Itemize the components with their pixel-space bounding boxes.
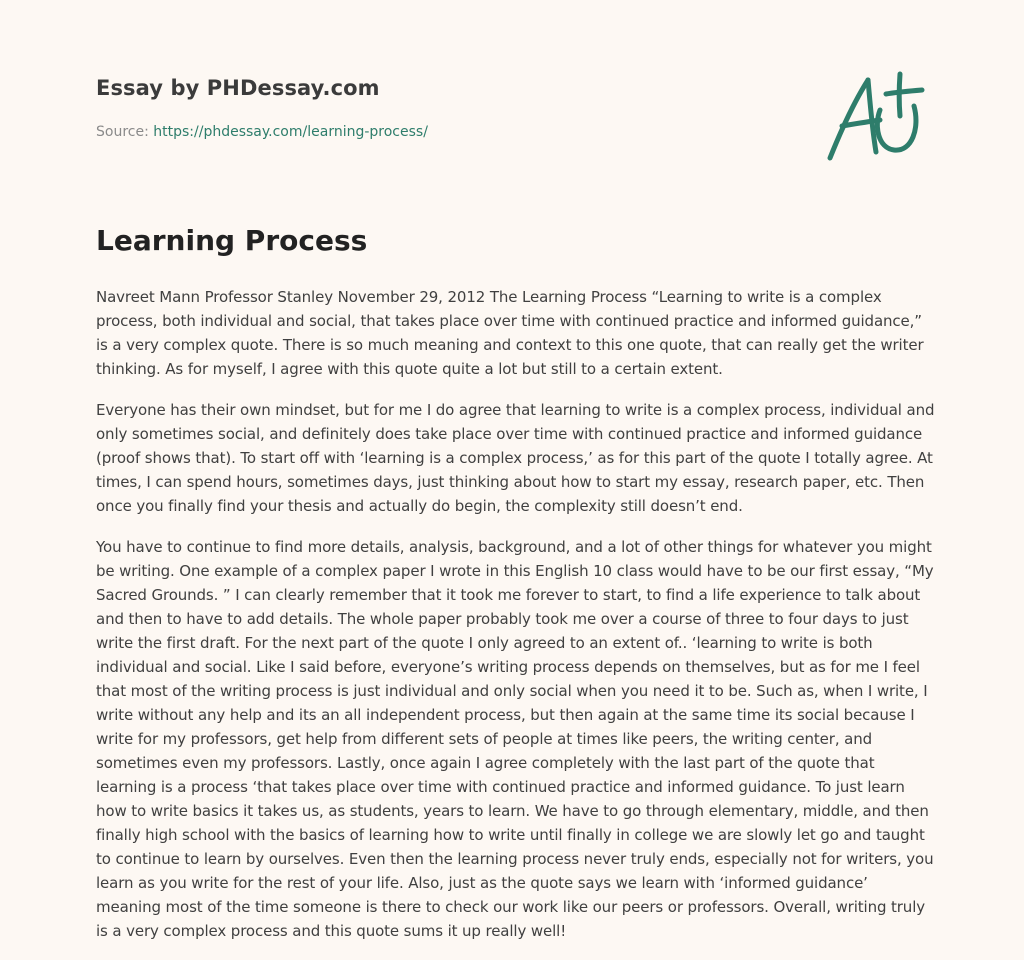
essay-paragraph: You have to continue to find more details, analysis, background, and a lot of other things for whatever you might be writing. One example of a complex paper I wrote in this English 10 class would have to be our first essay, “My Sacred Grounds. ” I can clearly remember that it took me forever to start, to find a life experience to talk about and then to have to add details. The whole paper probably took me over a course of three to four days to just write the first draft. For the next part of the quote I only agreed to an extent of.. ‘learning to write is both individual and social. Like I said before, everyone’s writing process depends on themselves, but as for me I feel that most of the writing process is just individual and only social when you need it to be. Such as, when I write, I write without any help and its an all independent process, but then again at the same time its social because I write for my professors, get help from different sets of people at times like peers, the writing center, and sometimes even my professors. Lastly, once again I agree completely with the last part of the quote that learning is a process ‘that takes place over time with continued practice and informed guidance. To just learn how to write basics it takes us, as students, years to learn. We have to go through elementary, middle, and then finally high school with the basics of learning how to write until finally in college we are slowly let go and taught to continue to learn by ourselves. Even then the learning process never truly ends, especially not for writers, you learn as you write for the rest of your life. Also, just as the quote says we learn with ‘informed guidance’ meaning most of the time someone is there to check our work like our peers or professors. Overall, writing truly is a very complex process and this quote sums it up really well! xyxy=(96,538,934,940)
source-line xyxy=(96,124,428,140)
a-plus-grade-icon xyxy=(820,66,930,166)
source-label: Source: xyxy=(96,124,149,140)
source-link[interactable]: https://phdessay.com/learning-process/ xyxy=(153,124,428,140)
essay-paragraph: Everyone has their own mindset, but for me I do agree that learning to write is a complex process, individual and only sometimes social, and definitely does take place over time with continued practice and informed guidance (proof shows that). To start off with ‘learning is a complex process,’ as for this part of the quote I totally agree. At times, I can spend hours, sometimes days, just thinking about how to start my essay, research paper, etc. Then once you finally find your thesis and actually do begin, the complexity still doesn’t end. xyxy=(96,401,935,515)
essay-paragraph: Navreet Mann Professor Stanley November 29, 2012 The Learning Process “Learning to write is a complex process, both individual and social, that takes place over time with continued practice and informed guidance,” is a very complex quote. There is so much meaning and context to this one quote, that can really get the writer thinking. As for myself, I agree with this quote quite a lot but still to a certain extent. xyxy=(96,288,924,378)
site-brand: Essay by PHDessay.com xyxy=(96,76,380,100)
essay-body xyxy=(96,285,936,960)
essay-title: Learning Process xyxy=(96,224,368,257)
